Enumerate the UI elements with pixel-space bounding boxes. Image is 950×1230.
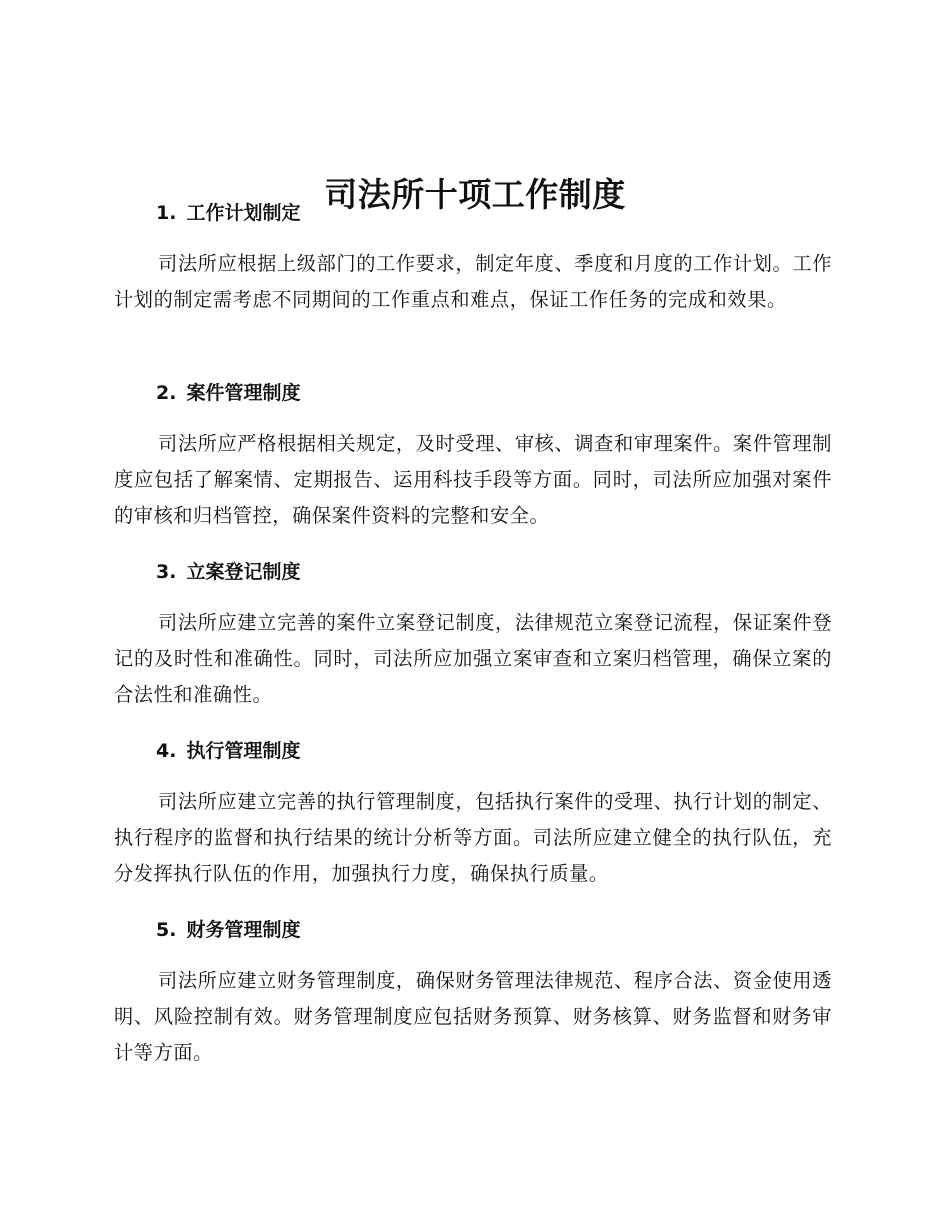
section-paragraph: 司法所应建立完善的执行管理制度，包括执行案件的受理、执行计划的制定、执行程序的监督和执行结果的统计分析等方面。司法所应建立健全的执行队伍，充分发挥执行队伍的作用，加强执行力度，确保执行质量。 — [114, 790, 832, 885]
section-number: 1. — [156, 202, 177, 224]
section-number: 3. — [156, 561, 177, 583]
section-heading — [114, 557, 832, 587]
section-heading-text: 工作计划制定 — [186, 202, 301, 224]
section-heading — [114, 736, 832, 766]
section-case-management — [114, 378, 832, 534]
section-heading — [114, 915, 832, 945]
section-paragraph: 司法所应根据上级部门的工作要求，制定年度、季度和月度的工作计划。工作计划的制定需考虑不同期间的工作重点和难点，保证工作任务的完成和效果。 — [114, 252, 832, 311]
section-work-plan — [114, 198, 832, 318]
section-paragraph: 司法所应严格根据相关规定，及时受理、审核、调查和审理案件。案件管理制度应包括了解案情、定期报告、运用科技手段等方面。同时，司法所应加强对案件的审核和归档管控，确保案件资料的完整和安全。 — [114, 432, 832, 527]
section-case-registration — [114, 557, 832, 713]
section-heading-text: 案件管理制度 — [186, 382, 301, 404]
section-heading-text: 立案登记制度 — [186, 561, 301, 583]
section-paragraph: 司法所应建立财务管理制度，确保财务管理法律规范、程序合法、资金使用透明、风险控制有效。财务管理制度应包括财务预算、财务核算、财务监督和财务审计等方面。 — [114, 969, 832, 1064]
section-heading — [114, 198, 832, 228]
section-number: 5. — [156, 919, 177, 941]
section-heading-text: 财务管理制度 — [186, 919, 301, 941]
page-title: 司法所十项工作制度 — [324, 175, 626, 215]
section-number: 2. — [156, 382, 177, 404]
section-heading-text: 执行管理制度 — [186, 740, 301, 762]
section-financial-management — [114, 915, 832, 1071]
section-number: 4. — [156, 740, 177, 762]
section-enforcement-management — [114, 736, 832, 892]
section-paragraph: 司法所应建立完善的案件立案登记制度，法律规范立案登记流程，保证案件登记的及时性和准确性。同时，司法所应加强立案审查和立案归档管理，确保立案的合法性和准确性。 — [114, 611, 832, 706]
section-heading — [114, 378, 832, 408]
